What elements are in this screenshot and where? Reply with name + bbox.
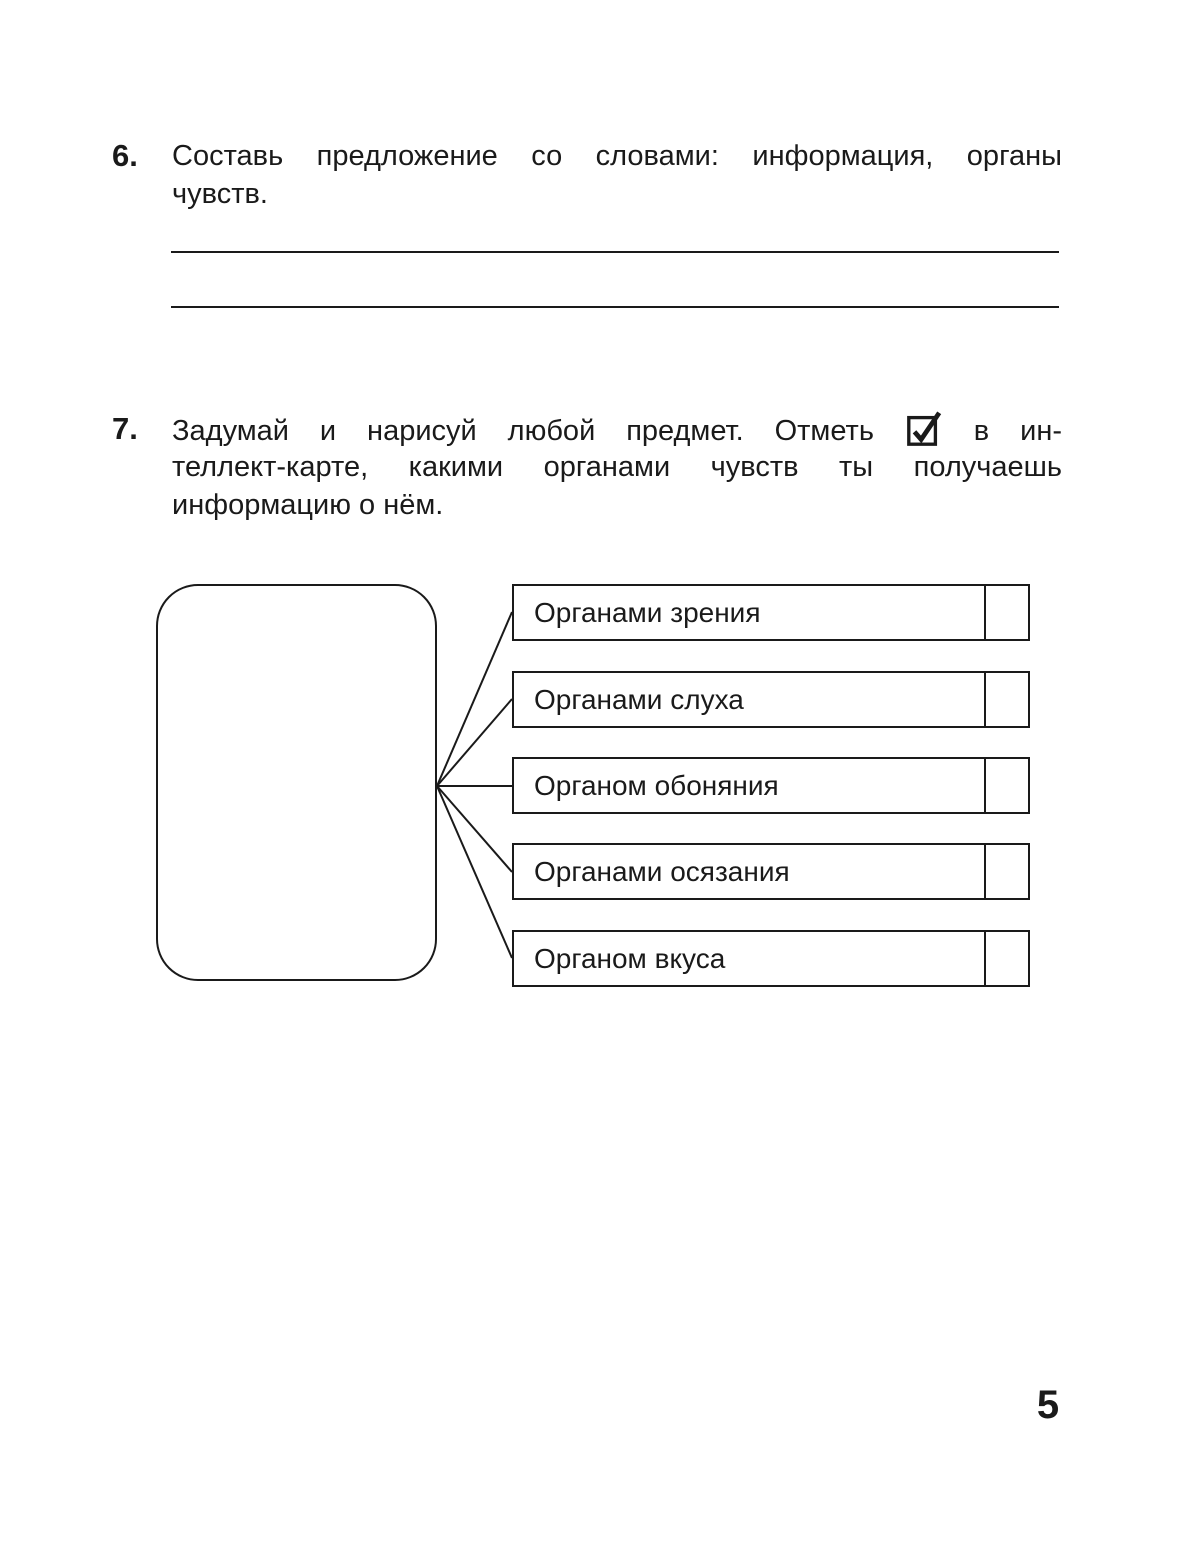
sense-checkbox[interactable] bbox=[984, 586, 1028, 639]
task6-text-line2: чувств. bbox=[172, 178, 268, 210]
task7-text bbox=[172, 410, 1062, 524]
task7-text-line1 bbox=[172, 410, 1062, 448]
sense-label: Органами слуха bbox=[534, 683, 744, 715]
sense-box-vision bbox=[512, 584, 1030, 641]
sense-label: Органом обоняния bbox=[534, 769, 779, 801]
page-number: 5 bbox=[1036, 1383, 1060, 1427]
sense-label: Органом вкуса bbox=[534, 942, 726, 974]
task7-number: 7. bbox=[112, 411, 138, 446]
sense-box-taste bbox=[512, 930, 1030, 987]
task6-answer-line-1[interactable] bbox=[171, 251, 1059, 253]
task7-text-line2: теллект-карте, какими органами чувств ты получаешь bbox=[172, 451, 1062, 483]
task7-text-line3: информацию о нём. bbox=[172, 489, 444, 521]
task7-text-line1-before: Задумай и нарисуй любой предмет. Отметь bbox=[172, 415, 874, 447]
sense-checkbox[interactable] bbox=[984, 845, 1028, 898]
sense-label: Органами зрения bbox=[534, 596, 761, 628]
task6-number: 6. bbox=[112, 138, 138, 173]
sense-box-touch bbox=[512, 843, 1030, 900]
sense-checkbox[interactable] bbox=[984, 759, 1028, 812]
drawing-area[interactable] bbox=[156, 584, 437, 981]
task6-text-line1: Составь предложение со словами: информация, органы bbox=[172, 140, 1062, 172]
sense-checkbox[interactable] bbox=[984, 673, 1028, 726]
sense-box-smell bbox=[512, 757, 1030, 814]
task7-text-line1-after: в ин- bbox=[973, 415, 1063, 447]
sense-label: Органами осязания bbox=[534, 855, 790, 887]
checkbox-checked-icon bbox=[905, 410, 943, 448]
task6-answer-line-2[interactable] bbox=[171, 306, 1059, 308]
sense-box-hearing bbox=[512, 671, 1030, 728]
sense-checkbox[interactable] bbox=[984, 932, 1028, 985]
task6-text bbox=[172, 137, 1062, 213]
